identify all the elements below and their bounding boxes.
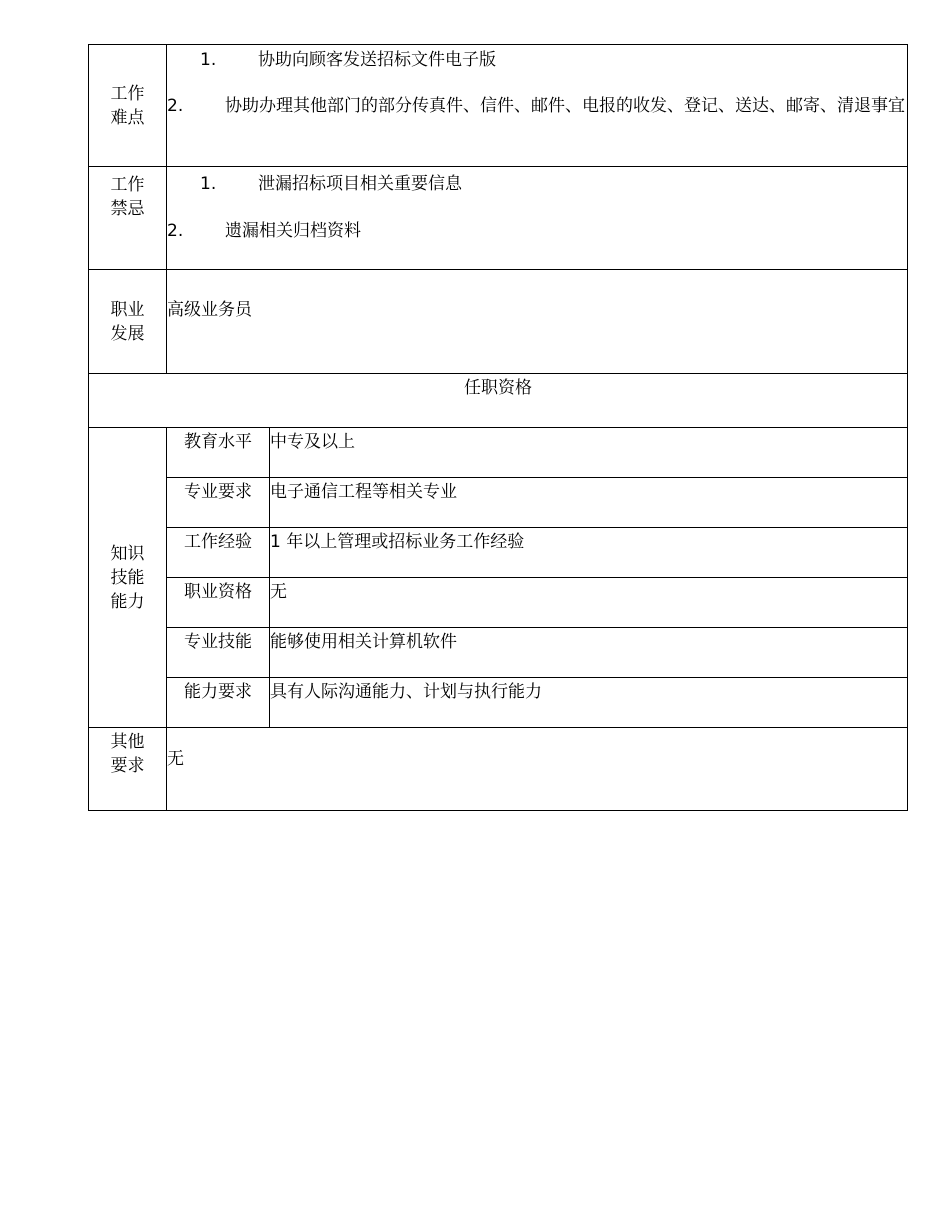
taboo-item-1: 1. 泄漏招标项目相关重要信息	[200, 174, 462, 194]
qualification-title: 任职资格	[89, 374, 908, 428]
skill-row	[89, 578, 908, 628]
skill-value-technical: 能够使用相关计算机软件	[270, 628, 908, 678]
job-description-table	[88, 44, 908, 811]
skill-label-education: 教育水平	[167, 428, 270, 478]
skill-label-major: 专业要求	[167, 478, 270, 528]
taboo-label: 工作 禁忌	[89, 167, 167, 270]
difficulty-item-1: 1. 协助向顾客发送招标文件电子版	[200, 50, 496, 70]
other-value: 无	[167, 728, 908, 811]
skill-value-ability: 具有人际沟通能力、计划与执行能力	[270, 678, 908, 728]
taboo-row	[89, 167, 908, 270]
career-row	[89, 270, 908, 374]
skill-label-technical: 专业技能	[167, 628, 270, 678]
skill-value-major: 电子通信工程等相关专业	[270, 478, 908, 528]
difficulty-row	[89, 45, 908, 167]
career-label: 职业 发展	[89, 270, 167, 374]
skills-label: 知识 技能 能力	[89, 428, 167, 728]
taboo-content	[167, 167, 908, 270]
qualification-header-row	[89, 374, 908, 428]
skill-row	[89, 528, 908, 578]
difficulty-item-2: 2. 协助办理其他部门的部分传真件、信件、邮件、电报的收发、登记、送达、邮寄、清退事宜	[167, 96, 905, 116]
skill-row	[89, 428, 908, 478]
skill-row	[89, 678, 908, 728]
skill-row	[89, 478, 908, 528]
skill-value-certificate: 无	[270, 578, 908, 628]
skill-value-education: 中专及以上	[270, 428, 908, 478]
skill-label-ability: 能力要求	[167, 678, 270, 728]
skill-label-certificate: 职业资格	[167, 578, 270, 628]
skill-row	[89, 628, 908, 678]
skill-value-experience: 1 年以上管理或招标业务工作经验	[270, 528, 908, 578]
other-label: 其他 要求	[89, 728, 167, 811]
taboo-item-2: 2. 遗漏相关归档资料	[167, 221, 361, 241]
difficulty-content	[167, 45, 908, 167]
skill-label-experience: 工作经验	[167, 528, 270, 578]
other-row	[89, 728, 908, 811]
difficulty-label: 工作 难点	[89, 45, 167, 167]
career-value: 高级业务员	[167, 270, 908, 374]
